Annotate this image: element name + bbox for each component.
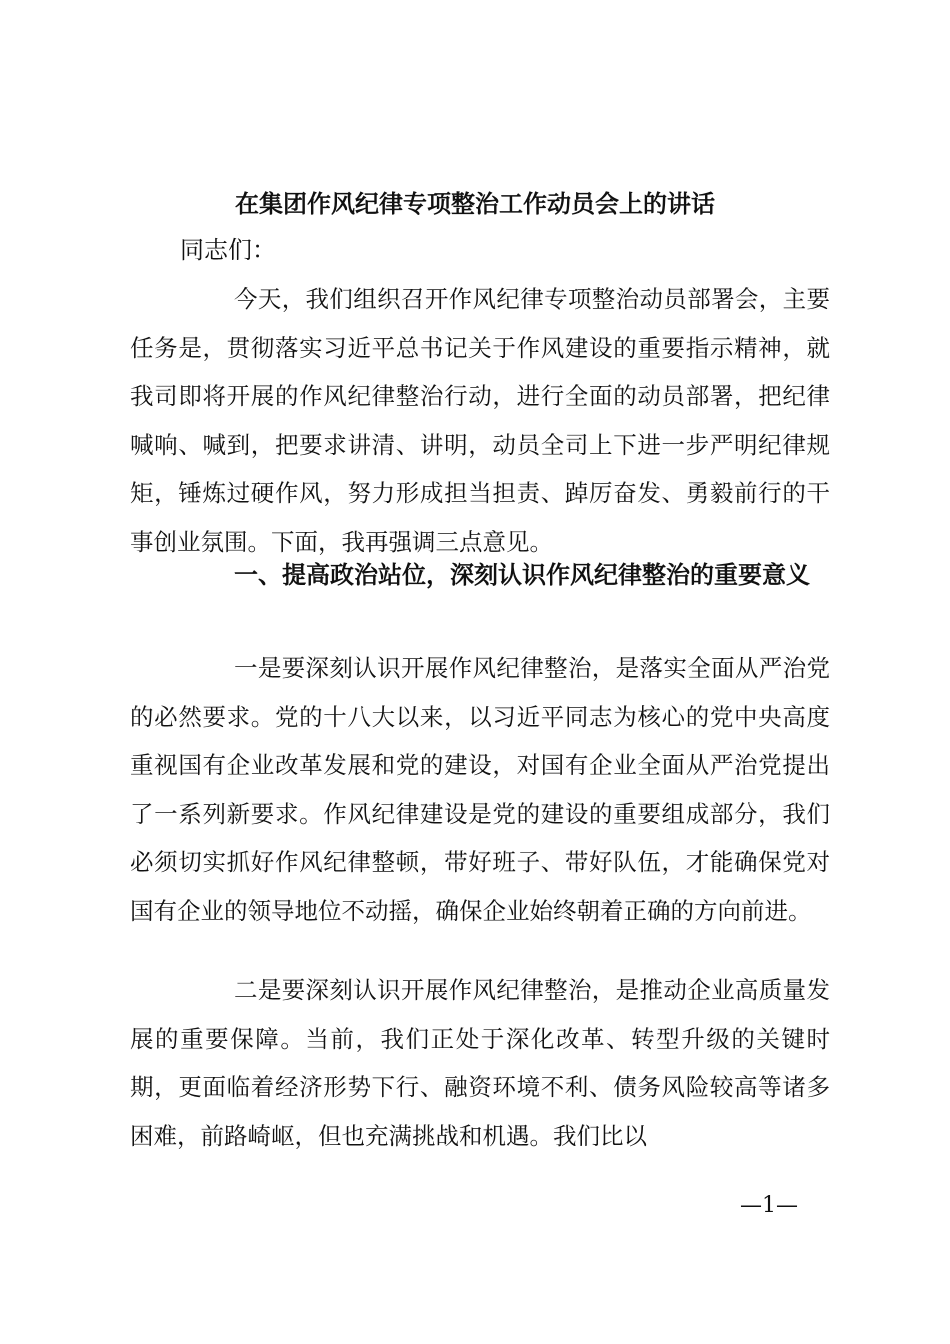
document-title: 在集团作风纪律专项整治工作动员会上的讲话 — [235, 189, 715, 218]
paragraph-point-1: 一是要深刻认识开展作风纪律整治，是落实全面从严治党的必然要求。党的十八大以来，以习近平同志为核心的党中央高度重视国有企业改革发展和党的建设，对国有企业全面从严治党提出了一系列新要求。作风纪律建设是党的建设的重要组成部分，我们必须切实抓好作风纪律整顿，带好班子、带好队伍，才能确保党对国有企业的领导地位不动摇，确保企业始终朝着正确的方向前进。 — [130, 654, 830, 925]
paragraph-intro: 今天，我们组织召开作风纪律专项整治动员部署会，主要任务是，贯彻落实习近平总书记关于作风建设的重要指示精神，就我司即将开展的作风纪律整治行动，进行全面的动员部署，把纪律喊响、喊到，把要求讲清、讲明，动员全司上下进一步严明纪律规矩，锤炼过硬作风，努力形成担当担责、踔厉奋发、勇毅前行的干事创业氛围。下面，我再强调三点意见。 — [130, 285, 830, 556]
section-heading-1: 一、提高政治站位，深刻认识作风纪律整治的重要意义 — [234, 561, 810, 589]
salutation: 同志们： — [180, 236, 276, 264]
paragraph-point-2: 二是要深刻认识开展作风纪律整治，是推动企业高质量发展的重要保障。当前，我们正处于深化改革、转型升级的关键时期，更面临着经济形势下行、融资环境不利、债务风险较高等诸多困难，前路崎岖，但也充满挑战和机遇。我们比以 — [130, 976, 830, 1150]
page-number: —1— — [740, 1193, 798, 1218]
